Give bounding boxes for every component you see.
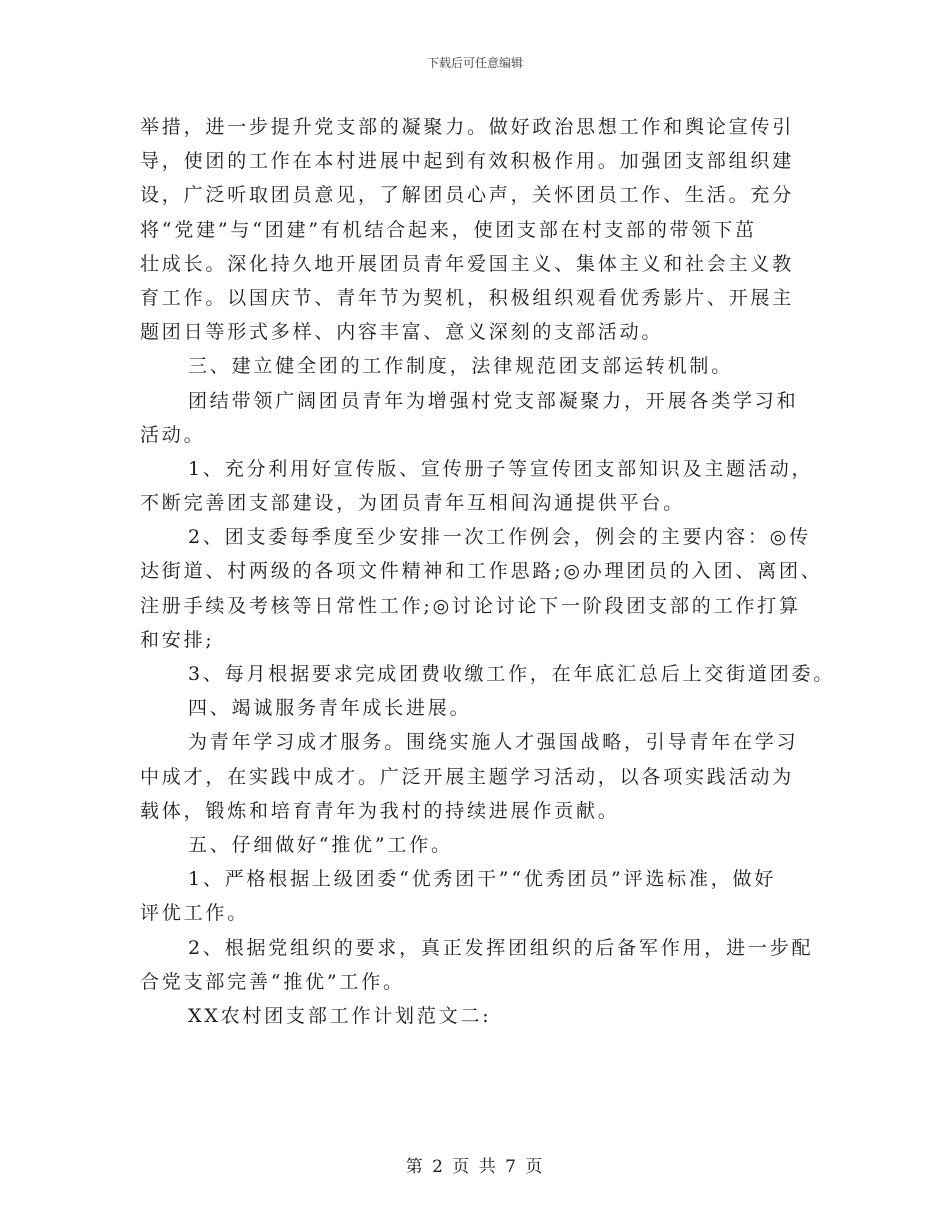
text-line: 载体，锻炼和培育青年为我村的持续进展作贡献。: [140, 799, 620, 822]
text-line: 活动。: [140, 423, 206, 446]
text-line: 五、仔细做好“推优”工作。: [188, 833, 453, 856]
text-line: 壮成长。深化持久地开展团员青年爱国主义、集体主义和社会主义教: [140, 252, 795, 275]
text-line: 不断完善团支部建设，为团员青年互相间沟通提供平台。: [140, 492, 686, 515]
text-line: 三、建立健全团的工作制度，法律规范团支部运转机制。: [188, 355, 734, 378]
text-line: 注册手续及考核等日常性工作;◎讨论讨论下一阶段团支部的工作打算: [140, 594, 801, 617]
text-line: 举措，进一步提升党支部的凝聚力。做好政治思想工作和舆论宣传引: [140, 116, 795, 138]
text-line: 评优工作。: [140, 902, 250, 925]
text-line: 设，广泛听取团员意见，了解团员心声，关怀团员工作、生活。充分: [140, 184, 795, 207]
text-line: 2、根据党组织的要求，真正发挥团组织的后备军作用，进一步配: [188, 936, 814, 959]
text-line: 3、每月根据要求完成团费收缴工作，在年底汇总后上交街道团委。: [188, 663, 836, 685]
text-line: 育工作。以国庆节、青年节为契机，积极组织观看优秀影片、开展主: [140, 286, 795, 309]
text-line: 题团日等形式多样、内容丰富、意义深刻的支部活动。: [140, 321, 664, 344]
text-line: 和安排;: [140, 628, 215, 651]
page-header: 下载后可任意编辑: [426, 56, 523, 70]
document-body: [140, 110, 836, 1033]
text-line: 达街道、村两级的各项文件精神和工作思路;◎办理团员的入团、离团、: [140, 560, 823, 583]
text-line: 1、充分利用好宣传版、宣传册子等宣传团支部知识及主题活动，: [188, 457, 814, 480]
text-line: 将“党建”与“团建”有机结合起来，使团支部在村支部的带领下茁: [140, 218, 757, 241]
text-line: 团结带领广阔团员青年为增强村党支部凝聚力，开展各类学习和: [188, 389, 799, 412]
text-line: 四、竭诚服务青年成长进展。: [188, 697, 472, 720]
text-line: 1、严格根据上级团委“优秀团干”“优秀团员”评选标准，做好: [188, 868, 777, 891]
text-line: 中成才，在实践中成才。广泛开展主题学习活动，以各项实践活动为: [140, 765, 795, 788]
text-line: XX农村团支部工作计划范文二:: [188, 1004, 492, 1027]
text-line: 2、团支委每季度至少安排一次工作例会，例会的主要内容：◎传: [188, 526, 811, 549]
text-line: 合党支部完善“推优”工作。: [140, 970, 405, 993]
text-line: 导，使团的工作在本村进展中起到有效积极作用。加强团支部组织建: [140, 150, 795, 173]
text-line: 为青年学习成才服务。围绕实施人才强国战略，引导青年在学习: [188, 731, 799, 754]
page-footer: 第 2 页 共 7 页: [405, 1157, 545, 1177]
